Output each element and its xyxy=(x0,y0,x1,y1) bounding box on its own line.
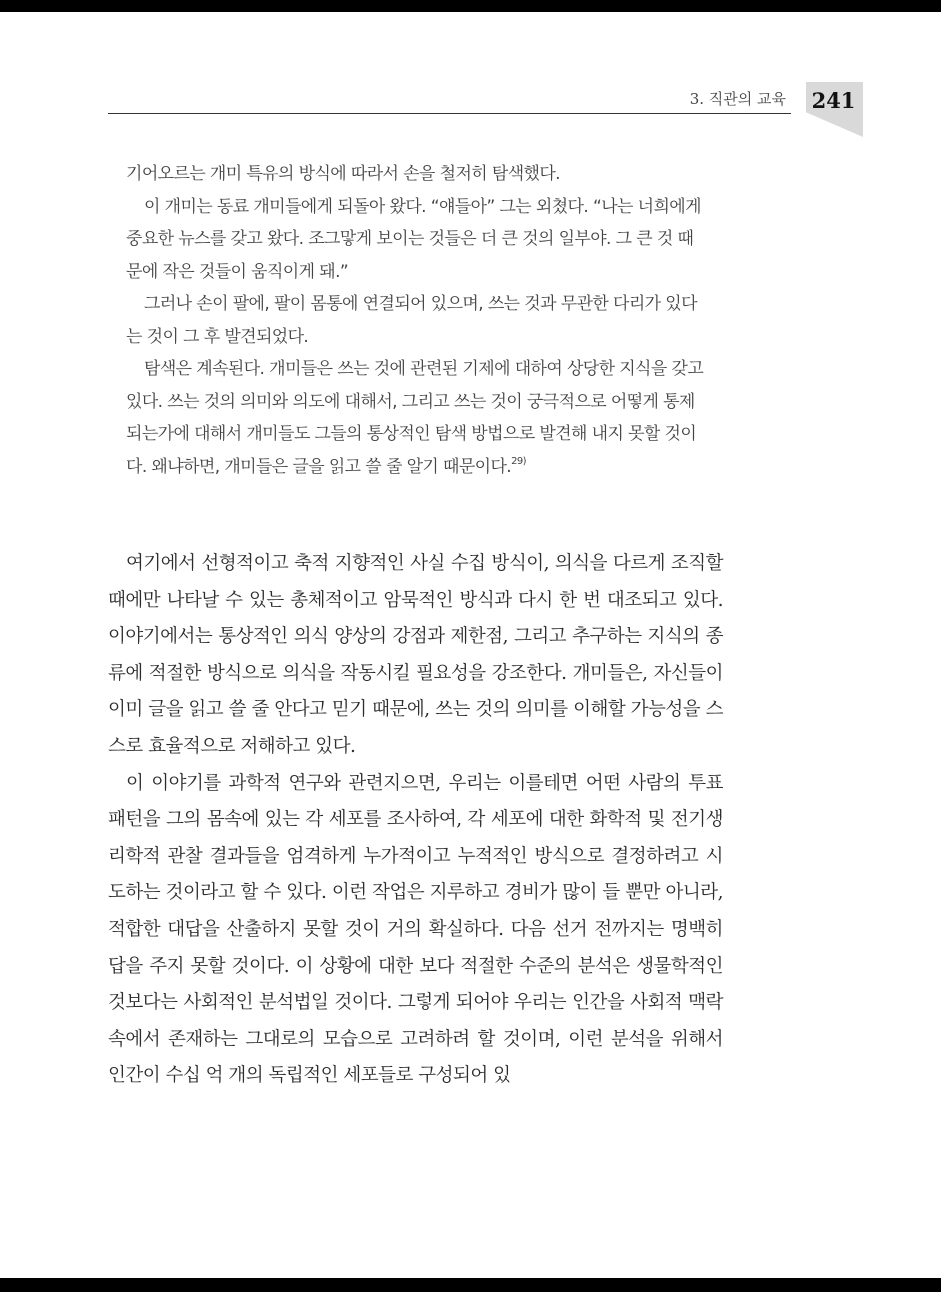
body-text xyxy=(108,546,723,1095)
top-border xyxy=(0,0,941,12)
body-paragraph: 여기에서 선형적이고 축적 지향적인 사실 수집 방식이, 의식을 다르게 조직할 때에만 나타날 수 있는 총체적이고 암묵적인 방식과 다시 한 번 대조되고 있다. 이야기에서는 통상적인 의식 양상의 강점과 제한점, 그리고 추구하는 지식의 종류에 적절한 방식으로 의식을 작동시킬 필요성을 강조한다. 개미들은, 자신들이 이미 글을 읽고 쓸 줄 안다고 믿기 때문에, 쓰는 것의 의미를 이해할 가능성을 스스로 효율적으로 저해하고 있다. xyxy=(108,553,723,757)
quote-paragraph: 기어오르는 개미 특유의 방식에 따라서 손을 철저히 탐색했다. xyxy=(126,164,560,184)
quote-paragraph: 이 개미는 동료 개미들에게 되돌아 왔다. “얘들아” 그는 외쳤다. “나는 너희에게 중요한 뉴스를 갖고 왔다. 조그맣게 보이는 것들은 더 큰 것의 일부야. 그 큰 것 때문에 작은 것들이 움직이게 돼.” xyxy=(126,196,701,282)
quote-paragraph xyxy=(126,353,706,483)
page-number: 241 xyxy=(811,88,856,113)
body-paragraph: 이 이야기를 과학적 연구와 관련지으면, 우리는 이를테면 어떤 사람의 투표 패턴을 그의 몸속에 있는 각 세포를 조사하여, 각 세포에 대한 화학적 및 전기생리학적 관찰 결과들을 엄격하게 누가적이고 누적적인 방식으로 결정하려고 시도하는 것이라고 할 수 있다. 이런 작업은 지루하고 경비가 많이 들 뿐만 아니라, 적합한 대답을 산출하지 못할 것이 거의 확실하다. 다음 선거 전까지는 명백히 답을 주지 못할 것이다. 이 상황에 대한 보다 적절한 수준의 분석은 생물학적인 것보다는 사회적인 분석법일 것이다. 그렇게 되어야 우리는 인간을 사회적 맥락 속에서 존재하는 그대로의 모습으로 고려하려 할 것이며, 이런 분석을 위해서 인간이 수십 억 개의 독립적인 세포들로 구성되어 있 xyxy=(108,772,723,1087)
quote-paragraph: 그러나 손이 팔에, 팔이 몸통에 연결되어 있으며, 쓰는 것과 무관한 다리가 있다는 것이 그 후 발견되었다. xyxy=(126,294,697,347)
bottom-border xyxy=(0,1278,941,1292)
footnote-marker: 29) xyxy=(511,455,526,467)
block-quote xyxy=(126,158,706,483)
quote-paragraph-text: 탐색은 계속된다. 개미들은 쓰는 것에 관련된 기제에 대하여 상당한 지식을 갖고 있다. 쓰는 것의 의미와 의도에 대해서, 그리고 쓰는 것이 궁극적으로 어떻게 통제되는가에 대해서 개미들도 그들의 통상적인 탐색 방법으로 발견해 내지 못할 것이다. 왜냐하면, 개미들은 글을 읽고 쓸 줄 알기 때문이다. xyxy=(126,359,704,477)
header-rule xyxy=(108,113,791,114)
running-header: 3. 직관의 교육 xyxy=(689,90,786,108)
